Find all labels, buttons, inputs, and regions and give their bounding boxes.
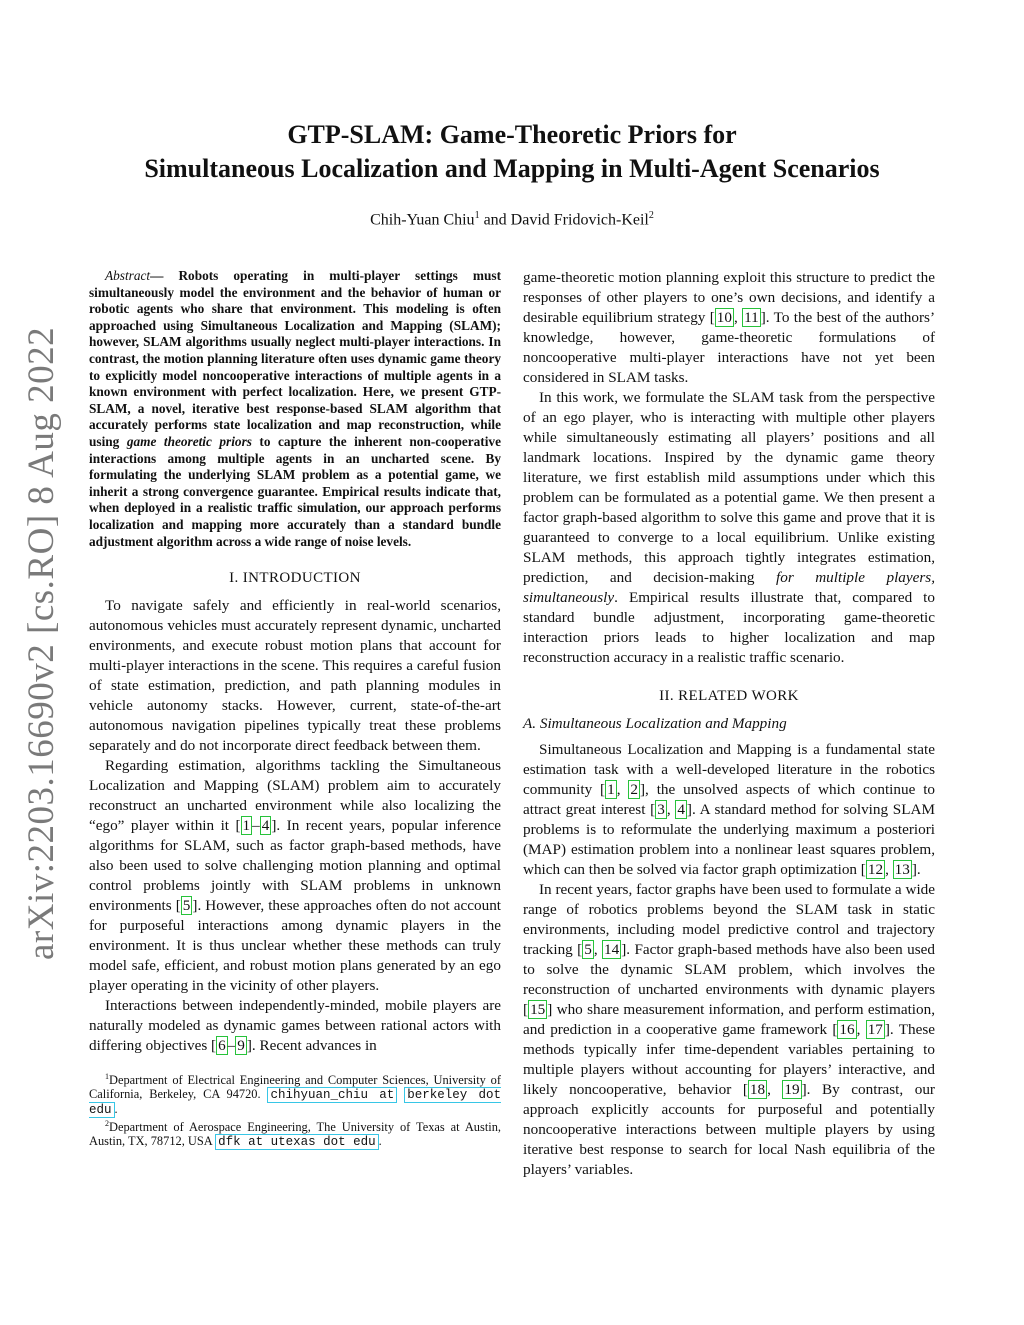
right-p2-text-b: . Empirical results illustrate that, compared to standard bundle adjustment, incorporating game-theoretic interaction priors leads to higher localization and map reconstruction accuracy in a realistic traffic scenario. <box>523 589 935 666</box>
citation-link[interactable]: 5 <box>584 941 592 958</box>
citation-separator: , <box>666 801 676 818</box>
author-1: Chih-Yuan Chiu <box>370 211 475 229</box>
citation-range-dash: – <box>227 1037 236 1055</box>
title-line-2: Simultaneous Localization and Mapping in Multi-Agent Scenarios <box>144 154 880 183</box>
citation-link[interactable]: 6 <box>218 1037 226 1055</box>
abstract-text-b: to capture the inherent non-cooperative interactions among multiple agents in an uncharted scene. By formulating the underlying SLAM problem as a potential game, we inherit a strong convergence guarantee. Empirical results indicate that, when deployed in a realistic traffic simulation, our approach performs localization and mapping more accurately than a standard bundle adjustment algorithm across a wide range of noise levels. <box>89 433 501 549</box>
footnote-2 <box>89 1117 501 1149</box>
intro-paragraph-1: To navigate safely and efficiently in real-world scenarios, autonomous vehicles must accurately represent dynamic, uncharted environments, and execute robust motion plans that account for multi-player interactions in the scene. This requires a careful fusion of state estimation, prediction, and path planning modules in vehicle autonomy stacks. However, current, state-of-the-art autonomous navigation pipelines typically treat these problems separately and do not incorporate direct feedback between them. <box>89 597 501 755</box>
intro-p2-text-b: ]. In recent years, popular inference algorithms for SLAM, such as factor graph-based methods, have also been used to solve challenging motion planning and optimal control problems jointly with SLAM problems in unknown environments [ <box>89 817 501 915</box>
citation-separator: , <box>616 781 629 798</box>
citation-separator: , <box>885 861 893 878</box>
right-p1-text-a: game-theoretic motion planning exploit this structure to predict the responses of other players to one’s own decisions, and identify a desirable equilibrium strategy [ <box>523 269 935 326</box>
author-list <box>60 210 964 229</box>
abstract-label: Abstract <box>105 268 151 283</box>
citation-link[interactable]: 10 <box>716 309 732 326</box>
right-paragraph-2 <box>523 388 935 668</box>
abstract-italic-phrase: game theoretic priors <box>126 433 252 449</box>
footnote-2-text: Department of Aerospace Engineering, The University of Texas at Austin, Austin, TX, 78712, USA <box>89 1120 501 1149</box>
citation-link[interactable]: 11 <box>744 309 759 326</box>
related-p2-text-d: ]. These methods typically infer time-dependent variables pertaining to multiple players without accounting for players’ interactive, and likely noncooperative, behavior [ <box>523 1021 935 1098</box>
paper-title <box>60 118 964 186</box>
related-paragraph-1 <box>523 740 935 880</box>
section-heading-introduction: I. INTRODUCTION <box>229 570 361 587</box>
citation-link[interactable]: 1 <box>607 781 615 798</box>
related-p1-text-b: ], the unsolved aspects of which continue to attract great interest [ <box>523 781 936 818</box>
right-paragraph-1 <box>523 268 935 388</box>
intro-p2-text-a: Regarding estimation, algorithms tackling the Simultaneous Localization and Mapping (SLAM) problem aim to accurately reconstruct an uncharted environment while also localizing the “ego” player within it [ <box>89 757 501 835</box>
citation-link[interactable]: 15 <box>530 1001 546 1018</box>
related-p2-text-e: ]. By contrast, our approach explicitly accounts for purposeful and potentially noncooperative interactions between multiple players by using iterative best response to search for local Nash equilibria of the players’ variables. <box>523 1081 935 1178</box>
arxiv-identifier-stamp: arXiv:2203.16690v2 [cs.RO] 8 Aug 2022 <box>21 326 62 960</box>
intro-p3-text-a: Interactions between independently-minded, mobile players are naturally modeled as dynamic games between rational actors with differing objectives [ <box>89 997 501 1055</box>
citation-link[interactable]: 17 <box>867 1021 883 1038</box>
email-link-2[interactable]: dfk at utexas dot edu <box>215 1134 379 1150</box>
right-column <box>523 268 935 1180</box>
related-p1-text-d: ]. <box>911 861 921 878</box>
citation-link[interactable]: 1 <box>242 817 251 835</box>
abstract-text-a: Robots operating in multi-player settings must simultaneously model the environment and the behavior of human or robotic agents who share that environment. This modeling is often approached using Simultaneous Localization and Mapping (SLAM); however, SLAM algorithms usually neglect multi-player interactions. In contrast, the motion planning literature often uses dynamic game theory to explicitly model noncooperative interactions of multiple agents in a known environment with perfect localization. Here, we present GTP-SLAM, a novel, iterative best response-based SLAM algorithm that accurately performs state localization and map reconstruction, while using <box>89 268 502 449</box>
related-p1-text-c: ]. A standard method for solving SLAM problems is to reformulate the underlying maximum a posteriori (MAP) estimation problem into a nonlinear least squares problem, which can then be solved via factor graph optimization [ <box>523 801 936 878</box>
abstract-dash: — <box>150 268 179 283</box>
citation-link[interactable]: 12 <box>867 861 884 878</box>
citation-link[interactable]: 5 <box>182 897 191 915</box>
intro-paragraph-3 <box>89 996 501 1056</box>
citation-link[interactable]: 4 <box>261 817 270 835</box>
footnote-2-mark: 2 <box>105 1119 109 1129</box>
citation-link[interactable]: 16 <box>839 1021 855 1038</box>
author-2-affiliation-mark: 2 <box>648 210 654 221</box>
author-1-affiliation-mark: 1 <box>474 210 480 221</box>
citation-separator: , <box>856 1021 866 1038</box>
related-p2-text-c: ] who share measurement information, and perform estimation, and prediction in a cooperative game framework [ <box>523 1001 935 1038</box>
citation-link[interactable]: 2 <box>630 781 638 798</box>
author-2: David Fridovich-Keil <box>510 211 649 229</box>
related-p2-text-b: ]. Factor graph-based methods have also been used to solve the dynamic SLAM problem, which involves the reconstruction of uncharted environments with dynamic players [ <box>523 941 935 1018</box>
footnotes <box>89 1070 501 1149</box>
related-p1-text-a: Simultaneous Localization and Mapping is a fundamental state estimation task with a well-developed literature in the robotics community [ <box>523 741 935 798</box>
citation-link[interactable]: 4 <box>677 801 685 818</box>
footnote-2-end: . <box>378 1134 382 1149</box>
citation-separator: , <box>593 941 603 958</box>
title-line-1: GTP-SLAM: Game-Theoretic Priors for <box>287 120 737 149</box>
citation-link[interactable]: 18 <box>749 1081 766 1098</box>
left-column <box>89 268 501 1149</box>
author-conjunction: and <box>479 211 511 229</box>
related-paragraph-2 <box>523 880 935 1180</box>
right-p2-italic-phrase: for multiple players, simultaneously <box>523 569 935 606</box>
citation-separator: , <box>733 309 743 326</box>
related-p2-text-a: In recent years, factor graphs have been used to formulate a wide range of robotics problems beyond the SLAM task in static environments, including model predictive control and trajectory tracking [ <box>523 881 935 958</box>
right-p2-text-a: In this work, we formulate the SLAM task from the perspective of an ego player, who is interacting with multiple other players while simultaneously estimating all players’ positions and all landmark locations. Inspired by the dynamic game theory literature, we first establish mild assumptions under which this problem can be formulated as a potential game. We then present a factor graph-based algorithm to solve this game and prove that it is guaranteed to converge to a local equilibrium. Unlike existing SLAM methods, this approach tightly integrates estimation, prediction, and decision-making <box>523 389 935 586</box>
right-p1-text-b: ]. To the best of the authors’ knowledge, however, game-theoretic formulations of noncooperative multi-player interactions have not yet been considered in SLAM tasks. <box>523 309 936 386</box>
email-link-1-part-1[interactable]: chihyuan_chiu at <box>267 1087 397 1103</box>
section-heading-related-work: II. RELATED WORK <box>659 688 799 704</box>
abstract <box>89 268 501 550</box>
citation-link[interactable]: 9 <box>237 1037 245 1055</box>
footnote-1 <box>89 1070 501 1117</box>
citation-range-dash: – <box>252 817 260 835</box>
subsection-heading-slam: A. Simultaneous Localization and Mapping <box>523 715 787 732</box>
footnote-1-mark: 1 <box>105 1072 109 1082</box>
intro-paragraph-2 <box>89 756 501 996</box>
citation-separator: , <box>767 1081 783 1098</box>
footnote-1-end: . <box>114 1102 118 1117</box>
citation-link[interactable]: 14 <box>604 941 620 958</box>
intro-p2-text-c: ]. However, these approaches often do not account for purposeful interactions among dynamic players in the environment. It is thus unclear whether these methods can truly model safe, efficient, and robust motion plans generated by an ego player operating in the vicinity of other players. <box>89 897 502 995</box>
citation-link[interactable]: 13 <box>894 861 910 878</box>
citation-link[interactable]: 3 <box>657 801 665 818</box>
footnote-1-text: Department of Electrical Engineering and Computer Sciences, University of California, Berkeley, CA 94720. <box>89 1073 501 1102</box>
email-link-1-part-2[interactable]: berkeley dot edu <box>89 1088 501 1118</box>
citation-link[interactable]: 19 <box>784 1081 800 1098</box>
intro-p3-text-b: ]. Recent advances in <box>246 1037 377 1055</box>
